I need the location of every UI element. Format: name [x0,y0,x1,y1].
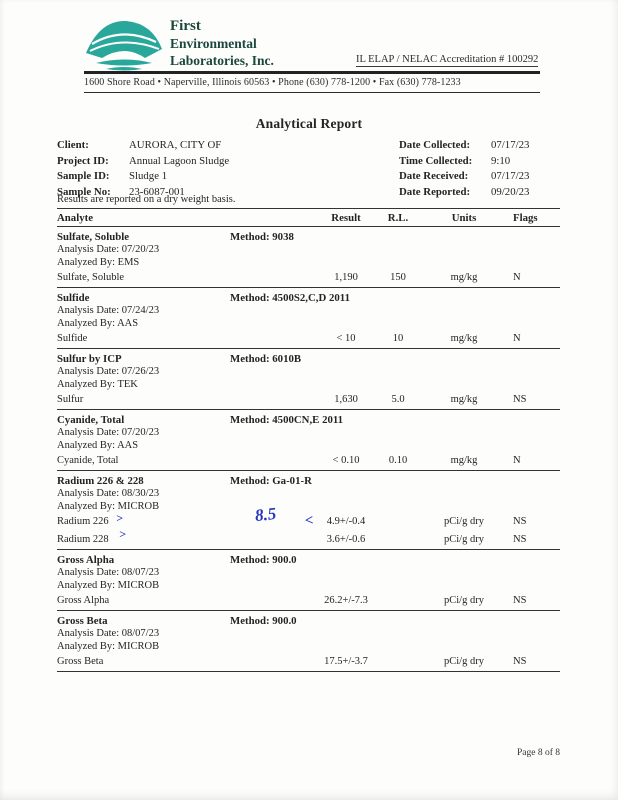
header-analyte: Analyte [57,212,93,224]
letterhead-divider-thick [84,71,540,74]
analyzed-by: Analyzed By: MICROB [57,579,160,591]
section-header [57,288,560,305]
company-name [170,17,274,69]
company-logo-icon [82,13,166,78]
time-collected-label: Time Collected: [399,154,473,167]
report-title: Analytical Report [255,116,363,131]
date-collected-value: 07/17/23 [491,139,530,151]
company-address: 1600 Shore Road • Naperville, Illinois 60563 • Phone (630) 778-1200 • Fax (630) 778-1233 [84,77,461,88]
result-row [57,653,560,671]
analyzed-by: Analyzed By: MICROB [57,640,160,652]
result-value: 4.9+/-0.4 [326,516,366,527]
analyte-group-name: Gross Alpha [57,554,115,566]
analyte-section-gross-beta [57,611,560,672]
result-flags: NS [513,394,527,405]
method-label: Method: 6010B [230,353,302,365]
handwritten-arrow-radium-226: > [116,511,123,525]
analyte-section-sulfide [57,288,560,349]
result-rl: 5.0 [391,394,405,405]
results-table [57,193,560,672]
result-value: < 0.10 [332,455,360,466]
analysis-date: Analysis Date: 07/20/23 [57,244,160,255]
section-header [57,611,560,628]
result-row [57,330,560,348]
result-row [57,592,560,610]
result-units: mg/kg [450,455,478,466]
date-received-value: 07/17/23 [491,170,530,182]
result-analyte: Gross Alpha [57,595,110,606]
result-value: 26.2+/-7.3 [324,595,368,606]
section-divider [57,671,560,672]
analysis-date: Analysis Date: 08/07/23 [57,628,160,639]
result-analyte: Gross Beta [57,656,104,667]
method-label: Method: 900.0 [230,554,297,566]
method-label: Method: 900.0 [230,615,297,627]
result-rl: 150 [390,272,406,283]
analysis-date: Analysis Date: 07/24/23 [57,305,160,316]
sample-id-value: Sludge 1 [129,170,168,182]
analyzed-by: Analyzed By: AAS [57,317,139,329]
analysis-date: Analysis Date: 07/20/23 [57,427,160,438]
result-value: 17.5+/-3.7 [324,656,368,667]
result-row [57,391,560,409]
result-analyte: Sulfide [57,333,88,344]
table-header-row [57,209,560,226]
sample-no-label: Sample No: [57,185,111,198]
result-units: mg/kg [450,394,478,405]
method-label: Method: 9038 [230,231,294,243]
date-received-label: Date Received: [399,170,469,182]
analysis-date: Analysis Date: 08/07/23 [57,567,160,578]
analyte-group-name: Sulfide [57,292,90,304]
date-reported-label: Date Reported: [399,185,471,198]
result-units: pCi/g dry [444,534,484,545]
result-analyte: Sulfate, Soluble [57,272,125,283]
header-flags: Flags [513,212,538,224]
section-header [57,227,560,244]
analyte-group-name: Gross Beta [57,615,108,627]
company-name-line1: First [170,18,201,34]
result-units: pCi/g dry [444,595,484,606]
analyte-section-sulfur-icp [57,349,560,410]
analyte-section-radium [57,471,560,550]
result-flags: NS [513,656,527,667]
result-rl: 10 [392,333,404,344]
analyte-section-sulfate-soluble [57,227,560,288]
time-collected-value: 9:10 [491,154,511,167]
method-label: Method: 4500CN,E 2011 [230,414,344,426]
accreditation-text: IL ELAP / NELAC Accreditation # 100292 [356,54,539,65]
analyte-group-name: Sulfur by ICP [57,353,122,365]
analysis-date: Analysis Date: 08/30/23 [57,488,160,499]
result-value: 1,190 [334,272,358,283]
analyte-section-gross-alpha [57,550,560,611]
result-row [57,269,560,287]
result-analyte: Cyanide, Total [57,455,119,466]
info-row [57,169,560,185]
result-units: pCi/g dry [444,516,484,527]
analyzed-by: Analyzed By: EMS [57,256,140,268]
result-flags: N [513,455,521,466]
result-analyte: Radium 226 [57,516,109,527]
handwritten-arrow-radium-228: > [119,527,126,541]
result-row [57,452,560,470]
result-analyte: Radium 228 [57,534,109,545]
analyte-section-cyanide-total [57,410,560,471]
result-value: < 10 [336,333,356,344]
letterhead-divider-thin [84,92,540,93]
company-name-line3: Laboratories, Inc. [170,53,274,68]
sample-id-label: Sample ID: [57,170,110,182]
analyte-group-name: Sulfate, Soluble [57,231,129,243]
result-flags: N [513,272,521,283]
section-header [57,471,560,488]
sample-info-block [57,138,560,200]
result-row [57,531,560,549]
analyzed-by: Analyzed By: MICROB [57,500,160,512]
result-units: mg/kg [450,272,478,283]
handwritten-less-than-mark: < [304,512,315,530]
section-header [57,550,560,567]
method-label: Method: Ga-01-R [230,475,312,487]
header-result: Result [331,212,361,224]
result-units: pCi/g dry [444,656,484,667]
result-rl: 0.10 [388,455,408,466]
handwritten-sum-annotation: 8.5 [254,503,278,526]
section-header [57,410,560,427]
analyzed-by: Analyzed By: AAS [57,439,139,451]
info-row [57,138,560,154]
date-collected-label: Date Collected: [399,139,471,151]
project-id-label: Project ID: [57,154,109,167]
result-flags: NS [513,534,527,545]
result-units: mg/kg [450,333,478,344]
method-label: Method: 4500S2,C,D 2011 [230,292,350,304]
info-row [57,154,560,170]
dry-weight-note: Results are reported on a dry weight basis. [57,194,236,205]
analyte-group-name: Radium 226 & 228 [57,475,144,487]
sample-no-value: 23-6087-001 [129,185,185,198]
client-label: Client: [57,139,89,151]
result-flags: NS [513,595,527,606]
header-rl: R.L. [387,212,409,224]
company-name-line2: Environmental [170,36,257,51]
analysis-date: Analysis Date: 07/26/23 [57,366,160,377]
analyzed-by: Analyzed By: TEK [57,378,138,390]
project-id-value: Annual Lagoon Sludge [129,154,230,167]
result-value: 3.6+/-0.6 [326,534,366,545]
result-analyte: Sulfur [57,394,84,405]
client-value: AURORA, CITY OF [129,139,222,151]
analyte-group-name: Cyanide, Total [57,414,125,426]
page-number: Page 8 of 8 [517,748,561,758]
result-flags: NS [513,516,527,527]
date-reported-value: 09/20/23 [491,185,530,198]
section-header [57,349,560,366]
result-flags: N [513,333,521,344]
header-units: Units [451,212,477,224]
result-value: 1,630 [334,394,358,405]
